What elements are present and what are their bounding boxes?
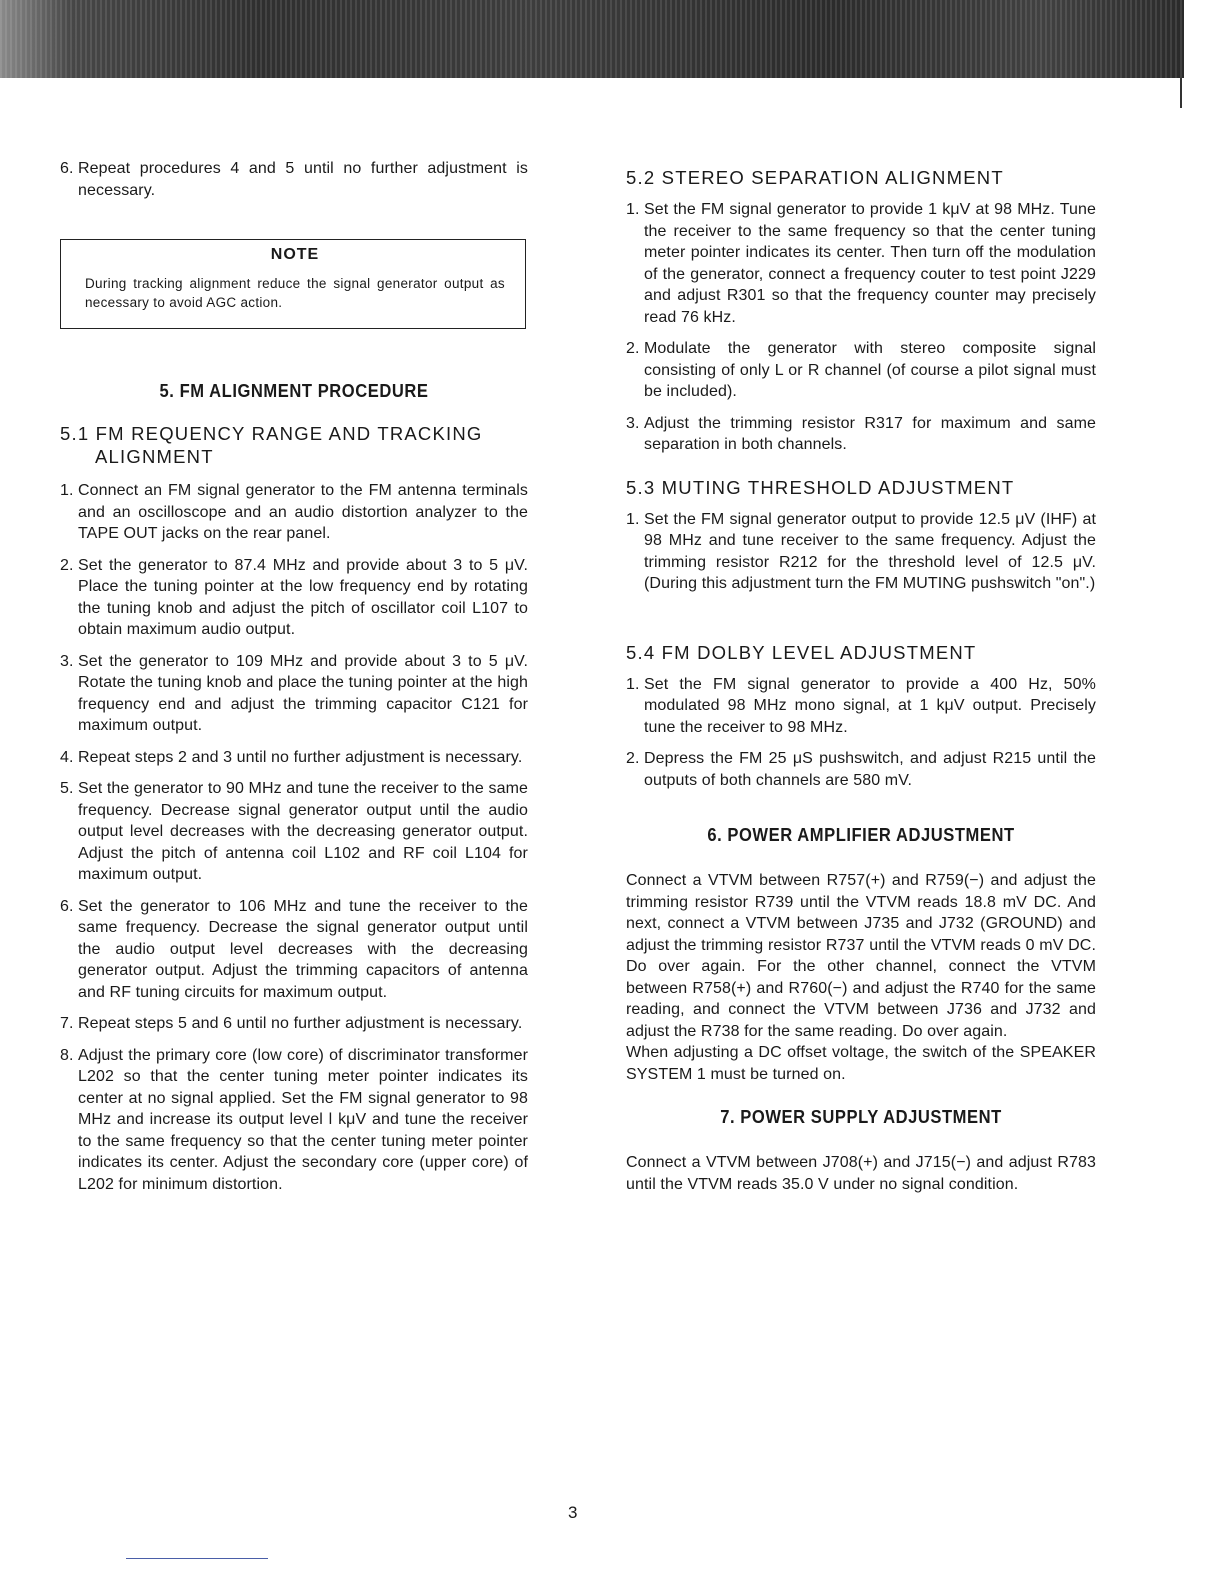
item-text: Set the FM signal generator to provide a 400 Hz, 50% modulated 98 MHz mono signal, at 1 kμV output. Precisely tune the receiver to 98 MHz. bbox=[644, 675, 1096, 736]
item-text: Depress the FM 25 μS pushswitch, and adjust R215 until the outputs of both channels are 580 mV. bbox=[644, 750, 1096, 789]
note-box bbox=[60, 239, 526, 329]
stereo-separation-steps bbox=[626, 199, 1096, 456]
subsection-title-5-4: 5.4 FM DOLBY LEVEL ADJUSTMENT bbox=[626, 641, 977, 663]
item-number: 3. bbox=[626, 414, 640, 432]
list-item bbox=[60, 480, 528, 545]
item-number: 2. bbox=[60, 556, 74, 574]
subsection-title-5-2: 5.2 STEREO SEPARATION ALIGNMENT bbox=[626, 167, 1004, 188]
item-number: 7. bbox=[60, 1015, 74, 1032]
power-amplifier-note: When adjusting a DC offset voltage, the switch of the SPEAKER SYSTEM 1 must be turned on. bbox=[626, 1044, 1096, 1083]
list-item bbox=[60, 555, 528, 641]
item-number: 1. bbox=[626, 201, 640, 218]
section-title-power-amplifier: 6. POWER AMPLIFIER ADJUSTMENT bbox=[707, 825, 1015, 845]
item-number: 2. bbox=[626, 750, 640, 767]
note-title: NOTE bbox=[270, 246, 320, 263]
item-text: Set the generator to 87.4 MHz and provide about 3 to 5 μV. Place the tuning pointer at the low frequency end by rotating the tuning knob and adjust the pitch of oscillator coil L107 to obtain maximum audio output. bbox=[78, 556, 528, 638]
item-number: 5. bbox=[60, 780, 74, 797]
item-number: 1. bbox=[626, 510, 640, 528]
list-item bbox=[626, 338, 1096, 403]
list-item bbox=[626, 748, 1096, 791]
fm-alignment-steps bbox=[60, 480, 528, 1195]
item-text: Set the generator to 90 MHz and tune the receiver to the same frequency. Decrease signal generator output until the audio output level decreases with the decreasing generator output. Adjust the pitch of antenna coil L102 and RF coil L104 for maximum output. bbox=[78, 780, 528, 883]
muting-threshold-steps bbox=[626, 509, 1096, 595]
subsection-title-5-1 bbox=[60, 422, 528, 468]
section-title-fm-alignment: 5. FM ALIGNMENT PROCEDURE bbox=[159, 381, 429, 401]
right-column bbox=[626, 166, 1096, 1195]
list-item bbox=[626, 413, 1096, 456]
item-number: 6. bbox=[60, 160, 74, 177]
item-number: 3. bbox=[60, 652, 74, 670]
item-text: Set the generator to 109 MHz and provide about 3 to 5 μV. Rotate the tuning knob and place the tuning pointer at the high frequency end and adjust the trimming capacitor C121 for maximum output. bbox=[78, 652, 528, 734]
list-item bbox=[60, 747, 528, 769]
item-number: 1. bbox=[60, 482, 74, 499]
item-text: Set the generator to 106 MHz and tune the receiver to the same frequency. Decrease the signal generator output until the audio output level decreases with the decreasing generator output. Adjust the trimming capacitors of antenna and RF tuning circuits for maximum output. bbox=[78, 897, 528, 1001]
list-item bbox=[60, 896, 528, 1004]
item-number: 8. bbox=[60, 1046, 74, 1064]
item-text: Connect an FM signal generator to the FM antenna terminals and an oscilloscope and an audio distortion analyzer to the TAPE OUT jacks on the rear panel. bbox=[78, 482, 528, 542]
item-number: 1. bbox=[626, 675, 640, 693]
list-item bbox=[60, 158, 528, 201]
page-number: 3 bbox=[568, 1503, 578, 1522]
scanned-header-band bbox=[0, 0, 1184, 78]
item-text: Set the FM signal generator to provide 1 kμV at 98 MHz. Tune the receiver to the same frequency so that the center tuning meter pointer indicates its center. Then turn off the modulation of the generator, connect a frequency couter to test point J229 and adjust R301 so that the frequency counter may precisely read 76 kHz. bbox=[644, 201, 1096, 326]
list-item bbox=[60, 1013, 528, 1035]
item-number: 6. bbox=[60, 897, 74, 915]
list-item bbox=[60, 778, 528, 886]
item-text: Repeat steps 2 and 3 until no further adjustment is necessary. bbox=[78, 748, 523, 766]
dolby-level-steps bbox=[626, 674, 1096, 792]
list-item bbox=[626, 674, 1096, 739]
item-text: Adjust the primary core (low core) of discriminator transformer L202 so that the center tuning meter pointer indicates its center at no signal applied. Set the FM signal generator to 98 MHz and increase its output level l kμV and tune the receiver to the same frequency so that the center tuning meter pointer indicates its center. Adjust the secondary core (upper core) of L202 for minimum distortion. bbox=[78, 1046, 528, 1193]
section-title-power-supply: 7. POWER SUPPLY ADJUSTMENT bbox=[720, 1107, 1002, 1127]
item-text: Repeat procedures 4 and 5 until no further adjustment is necessary. bbox=[78, 160, 528, 199]
item-number: 4. bbox=[60, 748, 74, 766]
subsection-title-line: 5.1 FM REQUENCY RANGE AND TRACKING bbox=[60, 423, 483, 444]
note-text: During tracking alignment reduce the signal generator output as necessary to avoid AGC action. bbox=[85, 276, 505, 310]
item-text: Repeat steps 5 and 6 until no further adjustment is necessary. bbox=[78, 1015, 523, 1032]
list-item bbox=[60, 651, 528, 737]
list-item bbox=[626, 509, 1096, 595]
bottom-rule bbox=[126, 1558, 268, 1559]
power-supply-paragraph: Connect a VTVM between J708(+) and J715(−) and adjust R783 until the VTVM reads 35.0 V under no signal condition. bbox=[626, 1154, 1096, 1193]
item-text: Modulate the generator with stereo composite signal consisting of only L or R channel (of course a pilot signal must be included). bbox=[644, 340, 1096, 400]
page-edge-mark bbox=[1180, 78, 1182, 108]
item-text: Set the FM signal generator output to provide 12.5 μV (IHF) at 98 MHz and tune receiver to the same frequency. Adjust the trimming resistor R212 for the threshold level of 12.5 μV. (During this adjustment turn the FM MUTING pushswitch "on".) bbox=[644, 510, 1096, 592]
item-number: 2. bbox=[626, 340, 640, 357]
list-item bbox=[626, 199, 1096, 328]
power-amplifier-paragraph: Connect a VTVM between R757(+) and R759(−) and adjust the trimming resistor R739 until the VTVM reads 18.8 mV DC. And next, connect a VTVM between J735 and J732 (GROUND) and adjust the trimming resistor R737 until the VTVM reads 0 mV DC. Do over again. For the other channel, connect the VTVM between R758(+) and R760(−) and adjust the R740 for the same reading, and connect the VTVM between J736 and J732 and adjust the R738 for the same reading. Do over again. bbox=[626, 872, 1096, 1040]
item-text: Adjust the trimming resistor R317 for maximum and same separation in both channels. bbox=[644, 414, 1096, 453]
list-item bbox=[60, 1045, 528, 1196]
left-column bbox=[60, 158, 528, 1195]
subsection-title-5-3: 5.3 MUTING THRESHOLD ADJUSTMENT bbox=[626, 476, 1015, 498]
subsection-title-line: ALIGNMENT bbox=[95, 446, 214, 467]
